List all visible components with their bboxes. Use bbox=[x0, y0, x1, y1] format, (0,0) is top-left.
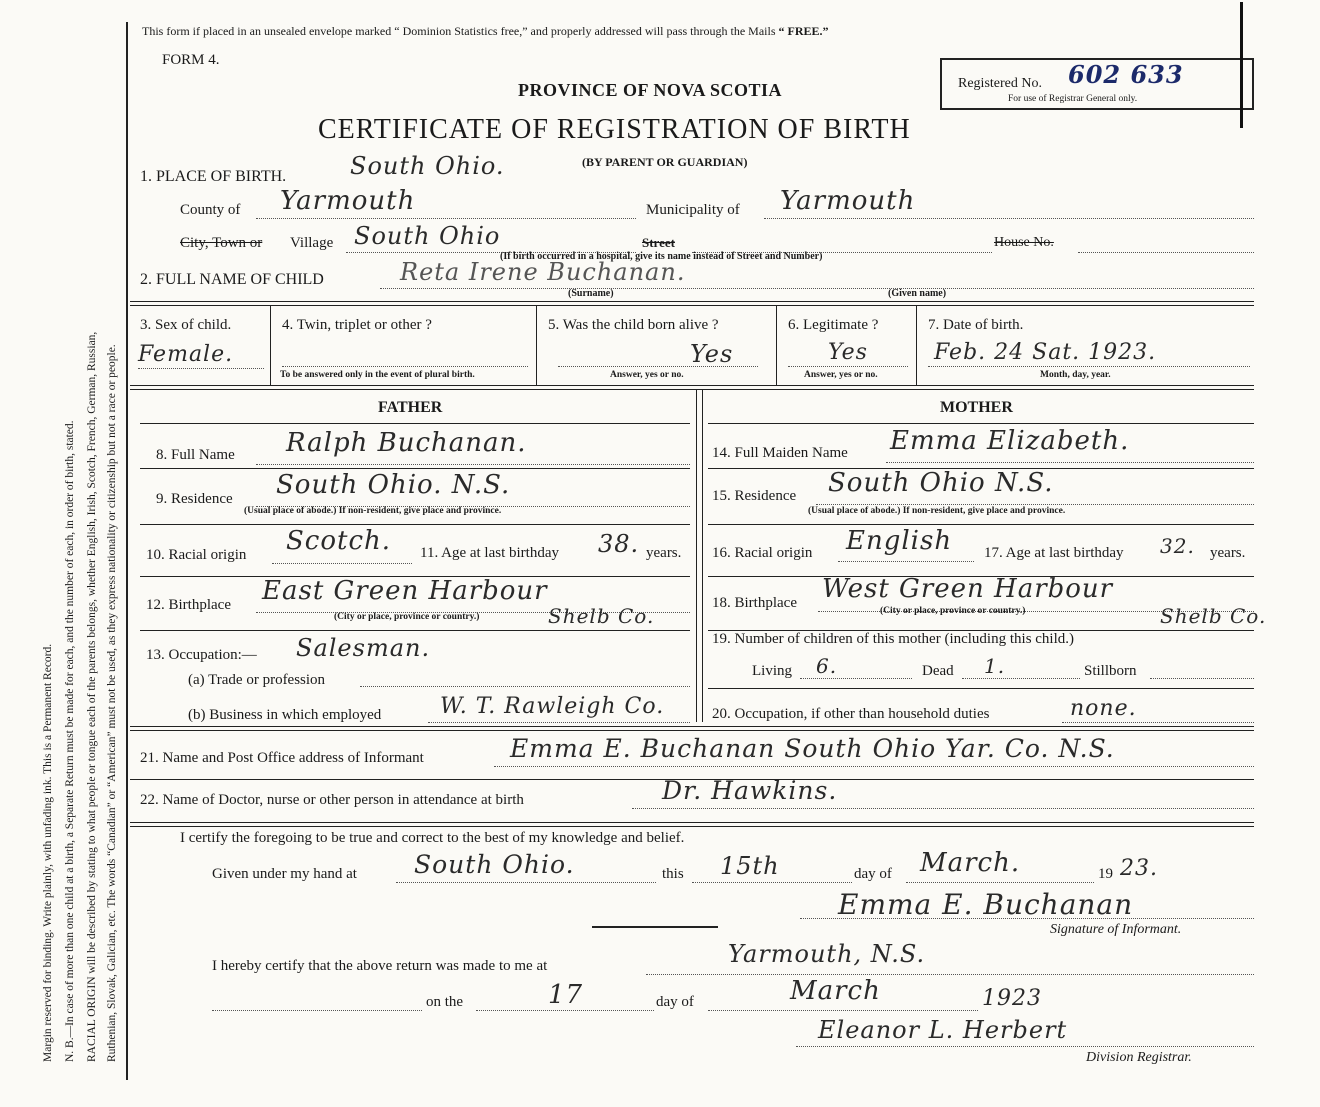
father-residence-note: (Usual place of abode.) If non-resident, give place and province. bbox=[244, 506, 502, 516]
mother-age-value: 32. bbox=[1160, 534, 1195, 558]
registrar-year-value: 1923 bbox=[982, 986, 1042, 1011]
father-birthplace-value: East Green Harbour bbox=[262, 576, 548, 606]
registrar-note: For use of Registrar General only. bbox=[1008, 94, 1138, 104]
mother-name-label: 14. Full Maiden Name bbox=[712, 445, 848, 461]
ink-stroke bbox=[1240, 2, 1243, 128]
signature-label: Signature of Informant. bbox=[1050, 922, 1182, 937]
village-value: South Ohio bbox=[354, 222, 501, 250]
father-residence-label: 9. Residence bbox=[156, 491, 233, 507]
father-heading: FATHER bbox=[378, 399, 443, 416]
registered-box bbox=[940, 58, 1254, 110]
mother-birthplace-note: (City or place, province or country.) bbox=[880, 606, 1026, 616]
informant-label: 21. Name and Post Office address of Informant bbox=[140, 750, 424, 766]
full-name-value: Reta Irene Buchanan. bbox=[400, 258, 686, 286]
father-age-value: 38. bbox=[598, 530, 640, 558]
registrar-statement: I hereby certify that the above return was made to me at bbox=[212, 958, 548, 974]
full-name-label: 2. FULL NAME OF CHILD bbox=[140, 271, 324, 288]
father-business-label: (b) Business in which employed bbox=[188, 707, 382, 723]
doctor-value: Dr. Hawkins. bbox=[662, 776, 838, 805]
sex-value: Female. bbox=[138, 342, 234, 367]
mother-age-unit: years. bbox=[1210, 545, 1246, 561]
given-year-value: 23. bbox=[1120, 856, 1158, 881]
street-label: Street bbox=[642, 235, 675, 250]
place-of-birth-value: South Ohio. bbox=[350, 152, 505, 180]
legitimate-note: Answer, yes or no. bbox=[804, 370, 878, 380]
doctor-label: 22. Name of Doctor, nurse or other person in attendance at birth bbox=[140, 792, 524, 808]
given-name-note: (Given name) bbox=[888, 288, 947, 299]
mother-age-label: 17. Age at last birthday bbox=[984, 545, 1124, 561]
mother-birthplace-label: 18. Birthplace bbox=[712, 595, 797, 611]
father-occupation-label: 13. Occupation:— bbox=[146, 647, 257, 663]
father-residence-value: South Ohio. N.S. bbox=[276, 470, 511, 500]
village-label: Village bbox=[290, 235, 334, 251]
dead-value: 1. bbox=[984, 654, 1006, 678]
dead-label: Dead bbox=[922, 663, 954, 679]
mother-residence-label: 15. Residence bbox=[712, 488, 797, 504]
division-registrar-label: Division Registrar. bbox=[1086, 1050, 1192, 1065]
registrar-day-value: 17 bbox=[548, 980, 584, 1010]
father-name-label: 8. Full Name bbox=[156, 447, 235, 463]
mother-birthplace-value: West Green Harbour bbox=[822, 574, 1114, 604]
father-race-value: Scotch. bbox=[286, 526, 392, 556]
mother-occupation-value: none. bbox=[1070, 696, 1137, 721]
mother-residence-note: (Usual place of abode.) If non-resident, give place and province. bbox=[808, 506, 1066, 516]
father-age-unit: years. bbox=[646, 545, 682, 561]
city-town-label: City, Town or bbox=[180, 235, 263, 251]
sex-label: 3. Sex of child. bbox=[140, 317, 232, 333]
certificate-subtitle: (BY PARENT OR GUARDIAN) bbox=[582, 155, 748, 169]
father-race-label: 10. Racial origin bbox=[146, 547, 247, 563]
municipality-value: Yarmouth bbox=[780, 186, 916, 216]
registered-label: Registered No. bbox=[958, 76, 1042, 91]
stillborn-label: Stillborn bbox=[1084, 663, 1137, 679]
born-alive-value: Yes bbox=[690, 340, 734, 368]
mother-birthplace-county: Shelb Co. bbox=[1160, 604, 1267, 628]
father-birthplace-note: (City or place, province or country.) bbox=[334, 612, 480, 622]
father-name-value: Ralph Buchanan. bbox=[286, 428, 527, 458]
given-place-value: South Ohio. bbox=[414, 850, 575, 879]
certificate-title: CERTIFICATE OF REGISTRATION OF BIRTH bbox=[318, 114, 911, 145]
born-alive-label: 5. Was the child born alive ? bbox=[548, 317, 719, 333]
living-value: 6. bbox=[816, 654, 838, 678]
hospital-note: (If birth occurred in a hospital, give its name instead of Street and Number) bbox=[500, 251, 823, 262]
mother-race-label: 16. Racial origin bbox=[712, 545, 813, 561]
surname-note: (Surname) bbox=[568, 288, 614, 299]
father-occupation-value: Salesman. bbox=[296, 634, 431, 662]
born-alive-note: Answer, yes or no. bbox=[610, 370, 684, 380]
registered-number: 602 633 bbox=[1068, 60, 1184, 89]
date-of-birth-label: 7. Date of birth. bbox=[928, 317, 1024, 333]
date-of-birth-value: Feb. 24 Sat. 1923. bbox=[934, 340, 1157, 365]
province-heading: PROVINCE OF NOVA SCOTIA bbox=[518, 80, 783, 100]
father-birthplace-label: 12. Birthplace bbox=[146, 597, 231, 613]
twin-label: 4. Twin, triplet or other ? bbox=[282, 317, 432, 333]
margin-note-racial-origin-1: RACIAL ORIGIN will be described by stating to what people or tongue each of the parents belongs, whether English, Irish, Scotch, French, German, Russian, bbox=[86, 331, 98, 1062]
this-label: this bbox=[662, 866, 684, 882]
county-label: County of bbox=[180, 202, 241, 218]
margin-note-racial-origin-2: Ruthenian, Slovak, Galician, etc. The words “Canadian” or “American” must not be used, as they express nationality or citizenship but not a race or people. bbox=[106, 344, 118, 1062]
registrar-signature: Eleanor L. Herbert bbox=[818, 1016, 1068, 1044]
father-birthplace-county: Shelb Co. bbox=[548, 604, 655, 628]
father-age-label: 11. Age at last birthday bbox=[420, 545, 559, 561]
house-number-label: House No. bbox=[994, 235, 1054, 250]
day-of-label: day of bbox=[854, 866, 892, 882]
municipality-label: Municipality of bbox=[646, 202, 740, 218]
legitimate-label: 6. Legitimate ? bbox=[788, 317, 879, 333]
mother-occupation-label: 20. Occupation, if other than household duties bbox=[712, 706, 990, 722]
county-value: Yarmouth bbox=[280, 186, 416, 216]
given-month-value: March. bbox=[920, 848, 1021, 878]
margin-divider bbox=[126, 22, 128, 1080]
twin-note: To be answered only in the event of plural birth. bbox=[280, 370, 475, 380]
living-label: Living bbox=[752, 663, 792, 679]
margin-note-binding: Margin reserved for binding. Write plainly, with unfading ink. This is a Permanent Record. bbox=[42, 643, 54, 1062]
registrar-day-of-label: day of bbox=[656, 994, 694, 1010]
informant-signature: Emma E. Buchanan bbox=[838, 888, 1134, 921]
margin-note-multiple-births: N. B.—In case of more than one child at a birth, a Separate Return must be made for each, and the number of each, in order of birth, stated. bbox=[64, 420, 76, 1062]
form-number: FORM 4. bbox=[162, 52, 220, 68]
certify-statement: I certify the foregoing to be true and correct to the best of my knowledge and belief. bbox=[180, 830, 685, 846]
on-the-label: on the bbox=[426, 994, 464, 1010]
date-of-birth-note: Month, day, year. bbox=[1040, 370, 1111, 380]
year-prefix: 19 bbox=[1098, 866, 1113, 882]
registrar-place-value: Yarmouth, N.S. bbox=[728, 940, 926, 968]
place-of-birth-label: 1. PLACE OF BIRTH. bbox=[140, 168, 287, 185]
informant-value: Emma E. Buchanan South Ohio Yar. Co. N.S. bbox=[510, 734, 1115, 763]
mother-name-value: Emma Elizabeth. bbox=[890, 426, 1130, 456]
mother-race-value: English bbox=[846, 526, 953, 556]
mother-residence-value: South Ohio N.S. bbox=[828, 468, 1054, 498]
mail-note: This form if placed in an unsealed envelope marked “ Dominion Statistics free,” and properly addressed will pass through the Mails “ FREE.” bbox=[142, 24, 829, 38]
father-business-value: W. T. Rawleigh Co. bbox=[440, 694, 665, 719]
given-under-label: Given under my hand at bbox=[212, 866, 357, 882]
given-day-value: 15th bbox=[720, 852, 780, 880]
registrar-month-value: March bbox=[790, 976, 881, 1006]
mother-heading: MOTHER bbox=[940, 399, 1013, 416]
legitimate-value: Yes bbox=[828, 340, 868, 365]
mother-children-label: 19. Number of children of this mother (including this child.) bbox=[712, 631, 1075, 647]
father-trade-label: (a) Trade or profession bbox=[188, 672, 326, 688]
